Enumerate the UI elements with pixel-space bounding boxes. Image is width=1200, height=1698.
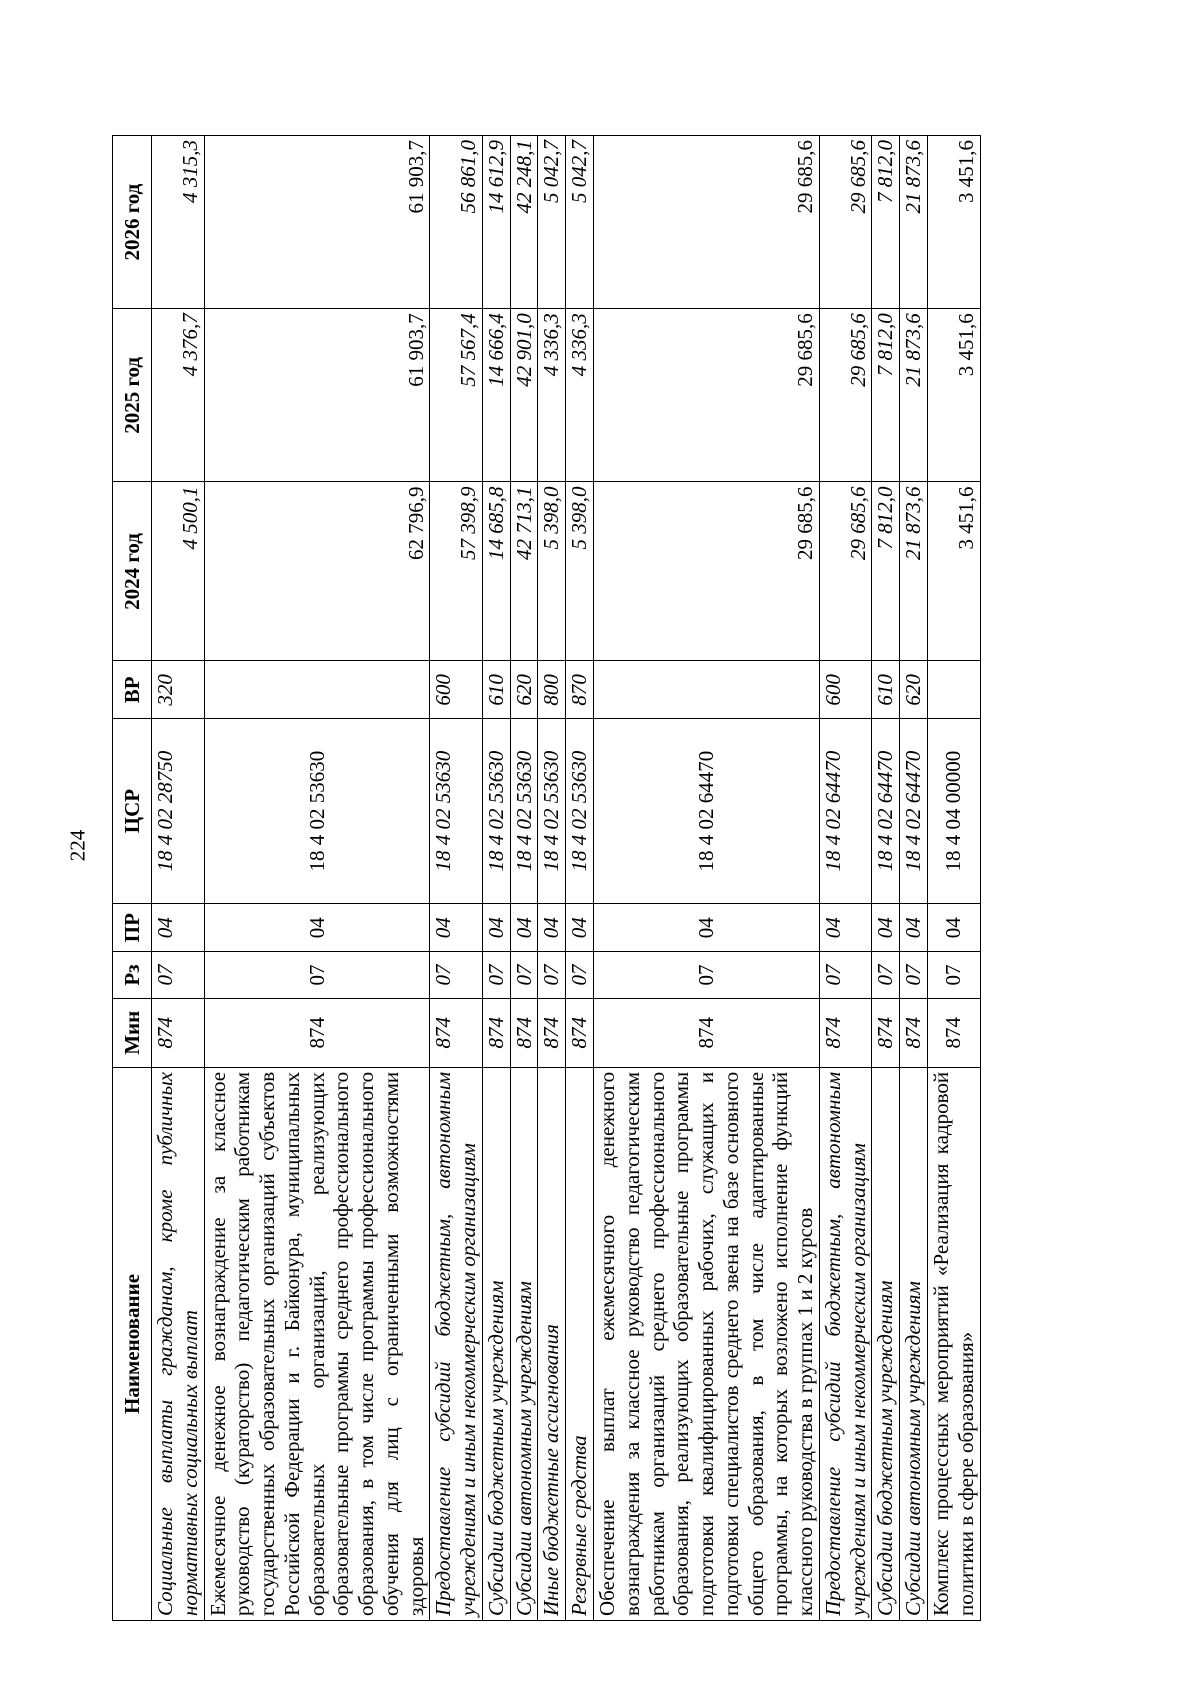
cell-y2026: 42 248,1 xyxy=(510,136,538,309)
cell-vr: 610 xyxy=(482,661,510,719)
cell-csr: 18 4 02 28750 xyxy=(152,719,205,904)
cell-y2025: 29 685,6 xyxy=(594,309,820,482)
cell-csr: 18 4 02 53630 xyxy=(204,719,430,904)
table-row xyxy=(482,136,510,1621)
cell-y2024: 5 398,0 xyxy=(566,482,594,661)
cell-rz: 07 xyxy=(152,952,205,998)
cell-y2026: 14 612,9 xyxy=(482,136,510,309)
cell-pr: 04 xyxy=(430,903,483,951)
table-row xyxy=(430,136,483,1621)
cell-y2024: 3 451,6 xyxy=(927,482,980,661)
cell-y2024: 62 796,9 xyxy=(204,482,430,661)
cell-rz: 07 xyxy=(872,952,900,998)
cell-name: Субсидии автономным учреждениям xyxy=(510,1067,538,1620)
cell-y2025: 4 336,3 xyxy=(538,309,566,482)
cell-pr: 04 xyxy=(152,903,205,951)
cell-name: Предоставление субсидий бюджетным, автономным учреждениям и иным некоммерческим организациям xyxy=(819,1067,872,1620)
cell-min: 874 xyxy=(510,998,538,1067)
header-rz: Рз xyxy=(113,952,152,998)
cell-y2026: 21 873,6 xyxy=(900,136,928,309)
cell-vr xyxy=(204,661,430,719)
cell-y2024: 29 685,6 xyxy=(594,482,820,661)
cell-name: Социальные выплаты гражданам, кроме публичных нормативных социальных выплат xyxy=(152,1067,205,1620)
cell-min: 874 xyxy=(482,998,510,1067)
cell-y2026: 29 685,6 xyxy=(594,136,820,309)
cell-pr: 04 xyxy=(538,903,566,951)
cell-y2024: 5 398,0 xyxy=(538,482,566,661)
cell-csr: 18 4 02 53630 xyxy=(430,719,483,904)
cell-name: Комплекс процессных мероприятий «Реализация кадровой политики в сфере образования» xyxy=(927,1067,980,1620)
cell-name: Резервные средства xyxy=(566,1067,594,1620)
table-row xyxy=(538,136,566,1621)
cell-vr: 320 xyxy=(152,661,205,719)
cell-y2024: 57 398,9 xyxy=(430,482,483,661)
cell-min: 874 xyxy=(566,998,594,1067)
cell-y2026: 5 042,7 xyxy=(566,136,594,309)
cell-rz: 07 xyxy=(430,952,483,998)
cell-rz: 07 xyxy=(510,952,538,998)
header-csr: ЦСР xyxy=(113,719,152,904)
cell-min: 874 xyxy=(152,998,205,1067)
table-header-row xyxy=(113,136,152,1621)
cell-min: 874 xyxy=(594,998,820,1067)
cell-name: Ежемесячное денежное вознаграждение за классное руководство (кураторство) педагогическим работникам государственных образовательных организаций субъектов Российской Федерации и г. Байконура, муниципальных образовательных организаций, реализующих образовательные программы среднего профессионального образования, в том числе программы профессионального обучения для лиц с ограниченными возможностями здоровья xyxy=(204,1067,430,1620)
cell-csr: 18 4 02 53630 xyxy=(566,719,594,904)
cell-vr: 870 xyxy=(566,661,594,719)
cell-y2024: 21 873,6 xyxy=(900,482,928,661)
cell-name: Предоставление субсидий бюджетным, автономным учреждениям и иным некоммерческим организациям xyxy=(430,1067,483,1620)
cell-csr: 18 4 02 64470 xyxy=(819,719,872,904)
cell-vr: 800 xyxy=(538,661,566,719)
cell-min: 874 xyxy=(927,998,980,1067)
cell-y2025: 3 451,6 xyxy=(927,309,980,482)
cell-name: Иные бюджетные ассигнования xyxy=(538,1067,566,1620)
table-row xyxy=(927,136,980,1621)
cell-y2025: 4 376,7 xyxy=(152,309,205,482)
header-name: Наименование xyxy=(113,1067,152,1620)
cell-name: Обеспечение выплат ежемесячного денежного вознаграждения за классное руководство педагогическим работникам организаций среднего профессионального образования, реализующих образовательные программы подготовки квалифицированных рабочих, служащих и подготовки специалистов среднего звена на базе основного общего образования, в том числе адаптированные программы, на которых возложено исполнение функций классного руководства в группах 1 и 2 курсов xyxy=(594,1067,820,1620)
cell-y2025: 61 903,7 xyxy=(204,309,430,482)
cell-min: 874 xyxy=(900,998,928,1067)
table-body xyxy=(152,136,981,1621)
cell-pr: 04 xyxy=(510,903,538,951)
cell-csr: 18 4 04 00000 xyxy=(927,719,980,904)
table-row xyxy=(900,136,928,1621)
cell-pr: 04 xyxy=(204,903,430,951)
cell-pr: 04 xyxy=(927,903,980,951)
cell-y2025: 14 666,4 xyxy=(482,309,510,482)
cell-y2025: 21 873,6 xyxy=(900,309,928,482)
header-2025: 2025 год xyxy=(113,309,152,482)
cell-y2026: 5 042,7 xyxy=(538,136,566,309)
cell-vr xyxy=(594,661,820,719)
cell-pr: 04 xyxy=(594,903,820,951)
cell-pr: 04 xyxy=(819,903,872,951)
cell-rz: 07 xyxy=(927,952,980,998)
cell-csr: 18 4 02 64470 xyxy=(900,719,928,904)
cell-csr: 18 4 02 53630 xyxy=(538,719,566,904)
cell-csr: 18 4 02 53630 xyxy=(482,719,510,904)
cell-y2025: 7 812,0 xyxy=(872,309,900,482)
cell-min: 874 xyxy=(872,998,900,1067)
cell-vr: 600 xyxy=(430,661,483,719)
cell-name: Субсидии бюджетным учреждениям xyxy=(482,1067,510,1620)
cell-name: Субсидии автономным учреждениям xyxy=(900,1067,928,1620)
cell-pr: 04 xyxy=(566,903,594,951)
cell-rz: 07 xyxy=(594,952,820,998)
cell-y2026: 56 861,0 xyxy=(430,136,483,309)
table-row xyxy=(510,136,538,1621)
cell-min: 874 xyxy=(819,998,872,1067)
cell-y2024: 29 685,6 xyxy=(819,482,872,661)
table-rotated-container xyxy=(112,135,1200,1616)
cell-csr: 18 4 02 53630 xyxy=(510,719,538,904)
cell-rz: 07 xyxy=(538,952,566,998)
cell-pr: 04 xyxy=(872,903,900,951)
table-row xyxy=(594,136,820,1621)
header-2026: 2026 год xyxy=(113,136,152,309)
cell-rz: 07 xyxy=(900,952,928,998)
cell-csr: 18 4 02 64470 xyxy=(594,719,820,904)
cell-y2024: 4 500,1 xyxy=(152,482,205,661)
cell-y2026: 61 903,7 xyxy=(204,136,430,309)
cell-y2025: 4 336,3 xyxy=(566,309,594,482)
cell-y2026: 3 451,6 xyxy=(927,136,980,309)
cell-rz: 07 xyxy=(482,952,510,998)
cell-y2026: 29 685,6 xyxy=(819,136,872,309)
cell-min: 874 xyxy=(430,998,483,1067)
table-row xyxy=(819,136,872,1621)
cell-name: Субсидии бюджетным учреждениям xyxy=(872,1067,900,1620)
page-number: 224 xyxy=(65,829,90,861)
cell-y2026: 4 315,3 xyxy=(152,136,205,309)
table-row xyxy=(204,136,430,1621)
header-min: Мин xyxy=(113,998,152,1067)
cell-y2025: 29 685,6 xyxy=(819,309,872,482)
cell-vr xyxy=(927,661,980,719)
cell-y2025: 57 567,4 xyxy=(430,309,483,482)
cell-y2024: 7 812,0 xyxy=(872,482,900,661)
cell-rz: 07 xyxy=(819,952,872,998)
cell-y2024: 14 685,8 xyxy=(482,482,510,661)
header-pr: ПР xyxy=(113,903,152,951)
cell-y2025: 42 901,0 xyxy=(510,309,538,482)
cell-rz: 07 xyxy=(204,952,430,998)
table-row xyxy=(566,136,594,1621)
cell-vr: 620 xyxy=(510,661,538,719)
cell-y2024: 42 713,1 xyxy=(510,482,538,661)
table-row xyxy=(872,136,900,1621)
cell-pr: 04 xyxy=(482,903,510,951)
cell-vr: 620 xyxy=(900,661,928,719)
budget-table xyxy=(112,135,981,1621)
cell-min: 874 xyxy=(204,998,430,1067)
cell-min: 874 xyxy=(538,998,566,1067)
cell-vr: 600 xyxy=(819,661,872,719)
cell-rz: 07 xyxy=(566,952,594,998)
cell-vr: 610 xyxy=(872,661,900,719)
table-row xyxy=(152,136,205,1621)
header-vr: ВР xyxy=(113,661,152,719)
cell-pr: 04 xyxy=(900,903,928,951)
cell-csr: 18 4 02 64470 xyxy=(872,719,900,904)
header-2024: 2024 год xyxy=(113,482,152,661)
cell-y2026: 7 812,0 xyxy=(872,136,900,309)
